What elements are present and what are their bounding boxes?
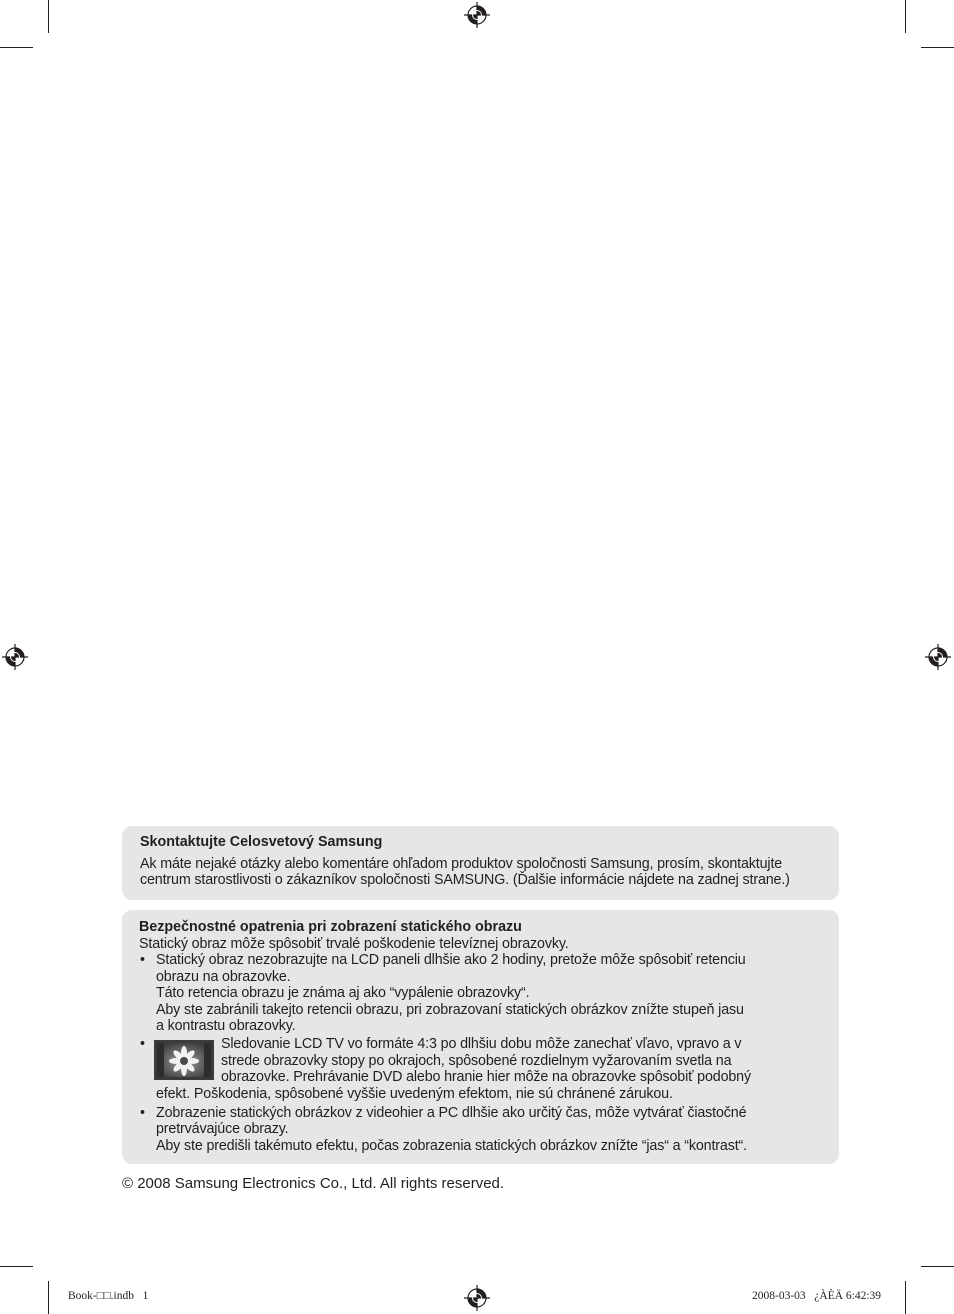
list-item-line: obrazu na obrazovke. [156, 968, 291, 985]
list-item-line: Aby ste zabránili takejto retencii obrazu, pri zobrazovaní statických obrázkov znížte stupeň jasu [156, 1001, 744, 1018]
contact-text-line: centrum starostlivosti o zákazníkov spoločnosti SAMSUNG. (Ďalšie informácie nájdete na zadnej strane.) [140, 872, 790, 889]
crop-mark-bottom-left-h [0, 1266, 33, 1267]
list-item-line: Aby ste predišli takémuto efektu, počas zobrazenia statických obrázkov znížte “jas“ a “kontrast“. [156, 1137, 747, 1154]
bullet-marker: • [140, 1105, 145, 1122]
crop-mark-top-left-v [48, 0, 49, 33]
list-item-line: Statický obraz nezobrazujte na LCD paneli dlhšie ako 2 hodiny, pretože môže spôsobiť retenciu [156, 952, 746, 969]
print-slug-timestamp: 2008-03-03 ¿ÀÈÄ 6:42:39 [752, 1290, 882, 1302]
list-item [139, 1036, 827, 1102]
list-item-line: a kontrastu obrazovky. [156, 1018, 296, 1035]
print-slug-file: Book-□□.indb 1 [68, 1290, 149, 1302]
tv-flower-screen-icon [154, 1040, 221, 1082]
crop-mark-bottom-right-h [921, 1266, 954, 1267]
list-item-line: obrazovke. Prehrávanie DVD alebo hranie hier môže na obrazovke spôsobiť podobný [221, 1069, 751, 1086]
contact-samsung-box [122, 826, 839, 900]
list-item-line: strede obrazovky stopy po okrajoch, spôsobené rozdielnym vyžarovaním svetla na [221, 1052, 732, 1069]
registration-mark-icon [2, 644, 28, 670]
registration-mark-icon [925, 644, 951, 670]
contact-text-line: Ak máte nejaké otázky alebo komentáre ohľadom produktov spoločnosti Samsung, prosím, skontaktujte [140, 856, 783, 872]
contact-title: Skontaktujte Celosvetový Samsung [140, 834, 383, 850]
list-item-line: efekt. Poškodenia, spôsobené vyššie uvedeným efektom, nie sú chránené zárukou. [156, 1085, 673, 1102]
safety-title: Bezpečnostné opatrenia pri zobrazení statického obrazu [139, 919, 522, 935]
crop-mark-bottom-right-v [905, 1281, 906, 1314]
safety-precautions-box [122, 910, 839, 1164]
list-item-line: Sledovanie LCD TV vo formáte 4:3 po dlhšiu dobu môže zanechať vľavo, vpravo a v [221, 1036, 742, 1053]
crop-mark-top-left-h [0, 47, 33, 48]
list-item-line: Táto retencia obrazu je známa aj ako “vypálenie obrazovky“. [156, 985, 530, 1002]
registration-mark-icon [464, 2, 490, 28]
safety-intro: Statický obraz môže spôsobiť trvalé poškodenie televíznej obrazovky. [139, 936, 569, 952]
crop-mark-top-right-h [921, 47, 954, 48]
bullet-marker: • [140, 1036, 145, 1053]
list-item [139, 1105, 827, 1154]
registration-mark-icon [464, 1285, 490, 1311]
list-item-line: Zobrazenie statických obrázkov z videohier a PC dlhšie ako určitý čas, môže vytvárať čiastočné [156, 1105, 747, 1122]
bullet-marker: • [140, 952, 145, 969]
crop-mark-bottom-left-v [48, 1281, 49, 1314]
copyright-notice: © 2008 Samsung Electronics Co., Ltd. All rights reserved. [122, 1175, 505, 1192]
list-item [139, 952, 827, 1034]
crop-mark-top-right-v [905, 0, 906, 33]
list-item-line: pretrvávajúce obrazy. [156, 1121, 289, 1138]
